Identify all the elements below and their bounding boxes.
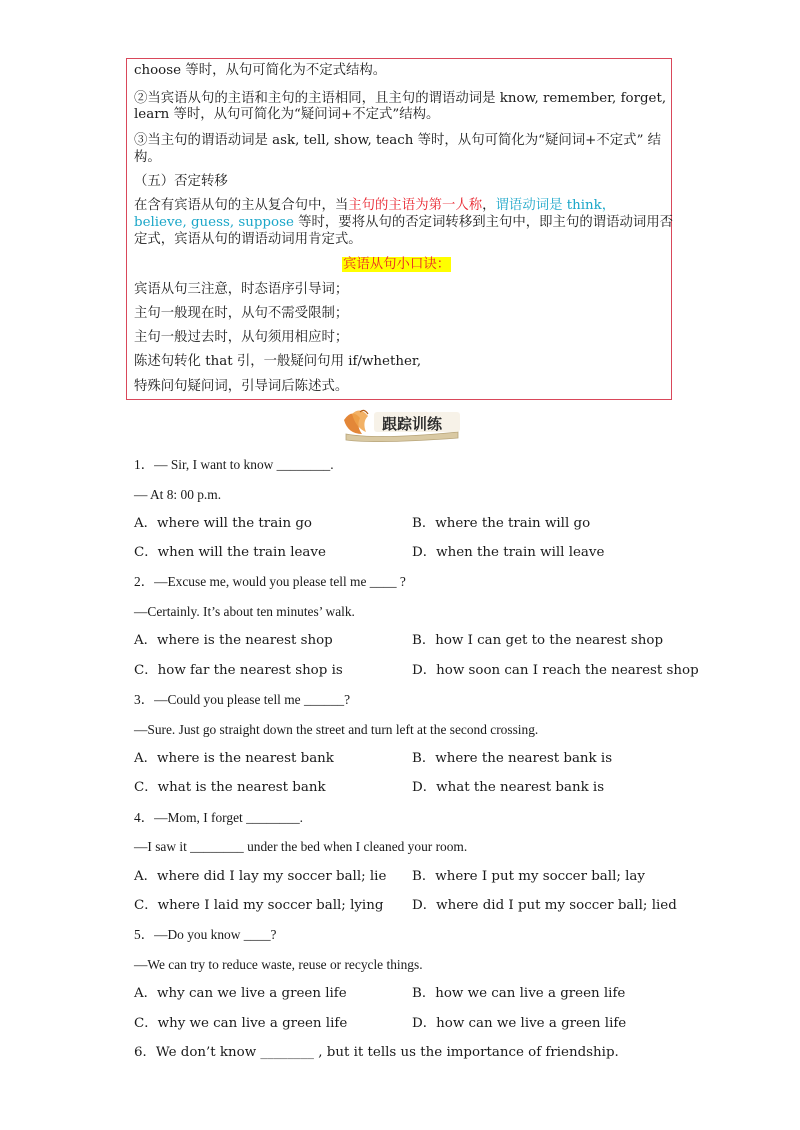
section-5-title: （五）否定转移 [134,174,228,189]
question-1-option-d[interactable]: D．when the train will leave [412,545,605,560]
question-2-reply: —Certainly. It’s about ten minutes’ walk. [134,604,355,619]
question-4-reply: —I saw it ________ under the bed when I cleaned your room. [134,839,468,854]
question-5-option-b[interactable]: B．how we can live a green life [412,986,626,1001]
rhyme-line: 宾语从句三注意，时态语序引导词； [134,282,349,297]
question-4-option-c[interactable]: C．where I laid my soccer ball; lying [134,898,384,913]
question-4-option-b[interactable]: B．where I put my soccer ball; lay [412,869,645,884]
question-3-reply: —Sure. Just go straight down the street and turn left at the second crossing. [134,722,539,737]
question-5-option-c[interactable]: C．why we can live a green life [134,1016,348,1031]
question-1-option-c[interactable]: C．when will the train leave [134,545,326,560]
rhyme-line: 主句一般现在时，从句不需受限制； [134,306,349,321]
question-1-option-a[interactable]: A．where will the train go [134,516,312,531]
rhyme-line: 陈述句转化 that 引，一般疑问句用 if/whether, [134,354,422,369]
rhyme-title-text: 宾语从句小口诀： [343,257,451,272]
rhyme-title [342,256,451,273]
practice-banner [338,404,464,444]
question-4-option-d[interactable]: D．where did I put my soccer ball; lied [412,898,677,913]
question-2-option-c[interactable]: C．how far the nearest shop is [134,663,343,678]
section-5-line-1 [134,197,615,214]
question-5-option-d[interactable]: D．how can we live a green life [412,1016,627,1031]
first-person-subject-highlight: 主句的主语为第一人称 [348,198,483,213]
section-5-separator: ， [482,198,496,213]
question-3-stem: 3．—Could you please tell me ______? [134,692,351,707]
question-2-option-d[interactable]: D．how soon can I reach the nearest shop [412,663,699,678]
notes-point-3-line-1: ③当主句的谓语动词是 ask, tell, show, teach 等时，从句可简化为“疑问词+不定式” 结 [134,133,662,148]
question-1-option-b[interactable]: B．where the train will go [412,516,591,531]
rhyme-line: 主句一般过去时，从句须用相应时； [134,330,349,345]
question-3-option-a[interactable]: A．where is the nearest bank [134,751,334,766]
question-2-option-b[interactable]: B．how I can get to the nearest shop [412,633,664,648]
question-2-option-a[interactable]: A．where is the nearest shop [134,633,333,648]
question-4-option-a[interactable]: A．where did I lay my soccer ball; lie [134,869,387,884]
question-1-stem: 1．— Sir, I want to know ________. [134,457,334,472]
question-3-option-b[interactable]: B．where the nearest bank is [412,751,613,766]
notes-point-2-line-1: ②当宾语从句的主语和主句的主语相同，且主句的谓语动词是 know, remember, forget, [134,91,667,106]
question-2-stem: 2．—Excuse me, would you please tell me ____ ? [134,574,406,589]
question-5-reply: —We can try to reduce waste, reuse or recycle things. [134,957,423,972]
rhyme-line: 特殊问句疑问词，引导词后陈述式。 [134,379,349,394]
question-4-stem: 4．—Mom, I forget ________. [134,810,303,825]
notes-line-1: choose 等时，从句可简化为不定式结构。 [134,63,387,78]
verb-list-highlight: believe, guess, suppose [134,215,294,230]
question-6-stem: 6．We don’t know ________ , but it tells us the importance of friendship. [134,1045,619,1060]
question-3-option-c[interactable]: C．what is the nearest bank [134,780,326,795]
question-3-option-d[interactable]: D．what the nearest bank is [412,780,605,795]
predicate-verb-highlight: 谓语动词是 think， [495,198,616,213]
section-5-text-continued: 等时，要将从句的否定词转移到主句中，即主句的谓语动词用否 [293,215,674,230]
question-5-option-a[interactable]: A．why can we live a green life [134,986,347,1001]
question-5-stem: 5．—Do you know ____? [134,927,277,942]
section-5-line-3: 定式，宾语从句的谓语动词用肯定式。 [134,232,362,247]
question-1-reply: — At 8: 00 p.m. [134,487,222,502]
section-5-line-2 [134,214,673,231]
notes-point-2-line-2: learn 等时，从句可简化为“疑问词+不定式”结构。 [134,107,440,122]
section-5-text: 在含有宾语从句的主从复合句中，当 [134,198,349,213]
banner-title: 跟踪训练 [382,415,443,433]
notes-point-3-line-2: 构。 [134,150,161,165]
